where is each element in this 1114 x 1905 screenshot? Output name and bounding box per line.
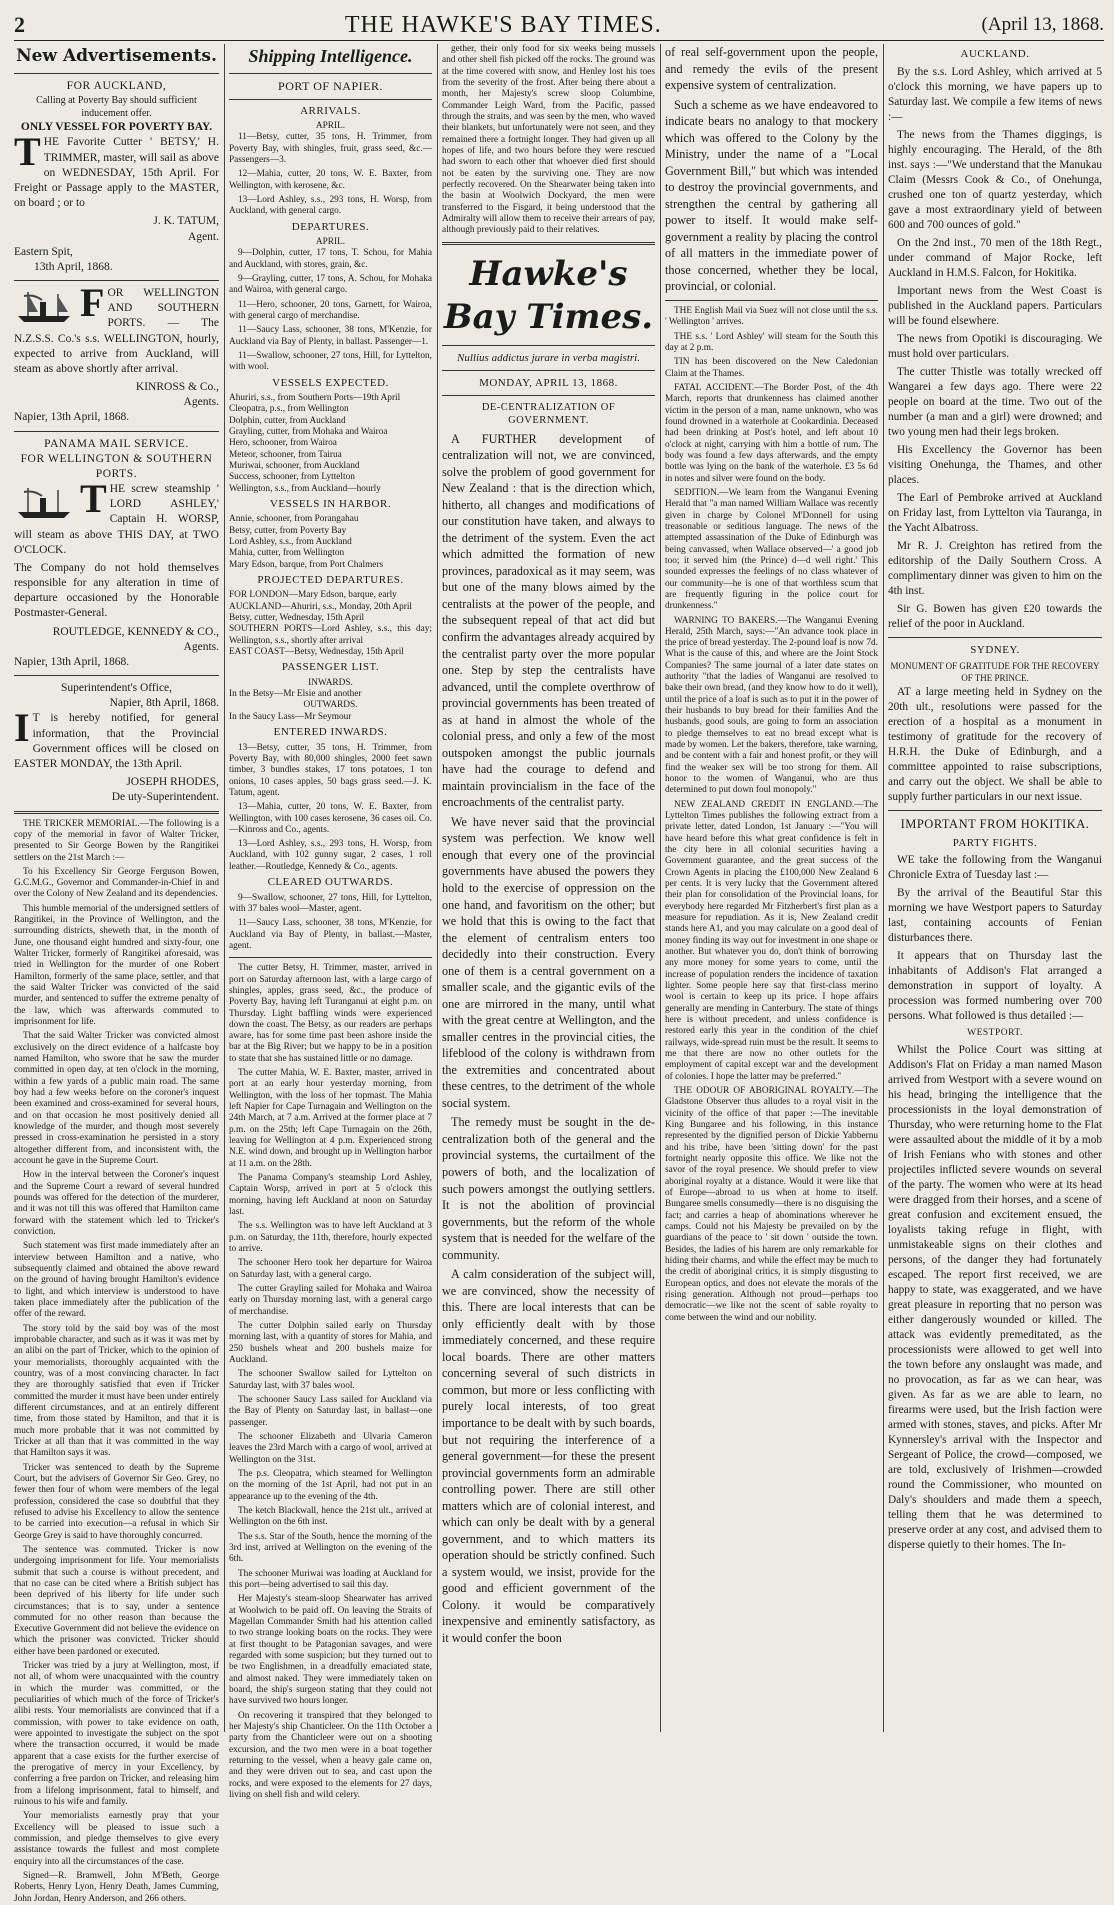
port-title: PORT OF NAPIER.: [278, 78, 383, 93]
leader-title: DE-CENTRALIZATION OF GOVERNMENT.: [481, 401, 616, 427]
divider: [442, 345, 655, 346]
column-rule: [883, 44, 884, 1732]
divider: [229, 99, 432, 100]
paragraph: Signed—R. Bramwell, John M'Beth, George Roberts, Henry Lyon, Henry Death, James Cumming, John Jordan, Henry Anderson, and 266 others.: [14, 1871, 219, 1904]
divider: [14, 431, 219, 432]
ad-note: The Company do not hold themselves responsible for any alteration in time of departure occasioned by the Honorable Postmaster-General.: [14, 561, 219, 620]
list-item: 11—Betsy, cutter, 35 tons, H. Trimmer, from Poverty Bay, with shingles, fruit, grass seed, &c.—Passengers—3.: [229, 132, 432, 165]
ad-date: Napier, 13th April, 1868.: [14, 411, 130, 424]
divider: [229, 73, 432, 74]
paragraph: The s.s. Wellington was to have left Auckland at 3 p.m. on Saturday, the 11th, therefore, hourly expected to arrive.: [229, 1221, 432, 1255]
drop-cap: F: [80, 280, 105, 326]
section-title: PROJECTED DEPARTURES.: [257, 574, 404, 587]
ad-wellington: [14, 280, 219, 426]
paragraph: A calm consideration of the subject will, we are convinced, show the necessity of this. There are local interests that can be only efficiently dealt with by those immediately concerned, and these require local boards. There are other matters concerning several of such districts in common, but more or less conflicting with purely local interests, of too great importance to be dealt with by such boards, but not requiring the interference of a general government—for these the present provincial governments form an admirable controlling power. There are still other matters which are of colonial interest, and which can only be dealt with by a general government, and to which matters its operation should be strictly confined. Such a system would, we insist, provide for the good and efficient government of the Colony. it would be comparatively inexpensive and eminently satisfactory, as it would confer the boon: [442, 1267, 655, 1645]
list-item: 9—Grayling, cutter, 17 tons, A. Schou, for Mohaka and Wairoa, with general cargo.: [229, 274, 432, 296]
section-subtitle: WESTPORT.: [967, 1028, 1023, 1039]
newspaper-title: THE HAWKE'S BAY TIMES.: [344, 11, 662, 38]
section-title: ENTERED INWARDS.: [273, 726, 388, 739]
paragraph: Tricker was sentenced to death by the Supreme Court, but the advisers of Governor Sir Geo. Grey, no fewer then four of whom were members of the legal profession, considered the case so doubtful that they refused to advise his Excellency to allow the sentence to be carried into execution—a refusal in which Sir George Grey is said to have thoroughly concurred.: [14, 1462, 219, 1541]
divider: [888, 810, 1102, 811]
list-item: Betsy, cutter, Wednesday, 15th April: [229, 613, 365, 624]
ad-signature: ROUTLEDGE, KENNEDY & CO.,: [52, 625, 219, 638]
ad-date: 13th April, 1868.: [34, 260, 113, 273]
paragraph: The news from Opotiki is discouraging. We must hold over particulars.: [888, 332, 1102, 360]
ad-body: HE Favorite Cutter ' BETSY,' H. TRIMMER, master, will sail as above on WEDNESDAY, 15th April. For Freight or Passage apply to the MASTER, on board ; or to: [14, 136, 219, 210]
divider: [665, 300, 878, 301]
steamship-icon: [14, 288, 74, 326]
ad-signature: JOSEPH RHODES,: [126, 776, 219, 789]
page-masthead: [14, 10, 1104, 41]
list-item: 12—Mahia, cutter, 20 tons, W. E. Baxter, from Wellington, with kerosene, &c.: [229, 169, 432, 191]
ad-title: FOR AUCKLAND,: [66, 79, 167, 92]
ad-date: Napier, 13th April, 1868.: [14, 655, 130, 668]
ad-body: HE screw steamship ' LORD ASHLEY,' Captain H. WORSP, will steam as above THIS DAY, at TWO O'CLOCK.: [14, 483, 219, 556]
list-item: 9—Swallow, schooner, 27 tons, Hill, for Lyttelton, with 37 bales wool—Master, agent.: [229, 892, 432, 914]
section-title: ARRIVALS.: [300, 104, 361, 117]
tricker-memorial-article: [14, 819, 219, 1905]
ad-signature: J. K. TATUM,: [153, 215, 219, 228]
paragraph: The remedy must be sought in the de-centralization both of the general and the provincial systems, the curtailment of the powers of both, and the localization of such powers amongst the outlying settlers. It is not the abolition of provincial governments, but the reform of the whole system that is needed for the welfare of the community.: [442, 1115, 655, 1262]
paragraph: How in the interval between the Coroner's inquest and the Supreme Court a reward of several hundred pounds was offered for the detection of the murderer, and it was not till this was offered that Hamilton came forward with the statement which led to Tricker's conviction.: [14, 1170, 219, 1237]
ad-date: Napier, 8th April, 1868.: [109, 697, 219, 710]
section-title: AUCKLAND.: [960, 48, 1030, 60]
column-shipping: [229, 44, 432, 1800]
section-title: DEPARTURES.: [291, 220, 370, 233]
paragraph: The schooner Hero took her departure for Wairoa on Saturday last, with a general cargo.: [229, 1258, 432, 1280]
ad-title: PANAMA MAIL SERVICE.: [44, 437, 189, 450]
list-item: OUTWARDS.: [303, 700, 358, 711]
divider: [442, 395, 655, 396]
shipping-heading: Shipping Intelligence.: [248, 46, 413, 66]
section-title: SYDNEY.: [970, 644, 1020, 657]
paragraph: The Panama Company's steamship Lord Ashley, Captain Worsp, arrived in port at 5 o'clock this morning, having left Auckland at noon on Saturday last.: [229, 1173, 432, 1218]
column-news: [665, 44, 878, 1732]
paragraph: We have never said that the provincial system was perfection. We know well enough that every one of the provincial governments have abused the powers they hold to the exercise of oppression on the one hand, and favoritism on the other; but we hold that this is owing to the fact that the element of centralism enters too decidedly into their construction. Every one of them is a central government on a smaller scale, and the gigantic evils of the one are mirrored in the many, until what with the great centre at Wellington, and the smaller centres in the provincial cities, the lifeblood of the colony is withdrawn from the extremities and concentrated about these centres, to the detriment of the whole social system.: [442, 814, 655, 1110]
list-item: Cleopatra, p.s., from Wellington: [229, 404, 349, 415]
paragraph: The cutter Betsy, H. Trimmer, master, arrived in port on Saturday afternoon last, with a large cargo of shingles, apples, grass seed, &c., the produce of Poverty Bay, having left Turanganui at eight p.m. on Thursday. Light baffling winds were experienced down the coast. The Betsy, as our readers are perhaps aware, has for some time past been ashore inside the bar at the Big River; but we happy to be in a position to state that she has sustained little or no damage.: [229, 963, 432, 1064]
paragraph: Her Majesty's steam-sloop Shearwater has arrived at Woolwich to be paid off. On leaving the Straits of Magellan Commander Smith had his attention called to two strange looking boats on the rocks. They were at first thought to be Patagonian savages, and were regarded with some suspicion; but they turned out to be two Englishmen, in a dreadfully emaciated state, and almost naked. They were immediately taken on board, the ship's surgeon stating that they could not have survived two hours longer.: [229, 1594, 432, 1707]
paragraph: The cutter Thistle was totally wrecked off Wangarei a few days ago. There were 22 people on board at the time. Two out of the number (a man and a girl) were drowned; and two young men had their legs broken.: [888, 365, 1102, 438]
paragraph: On the 2nd inst., 70 men of the 18th Regt., under command of Major Rocke, left Auckland in H.M.S. Falcon, for Hokitika.: [888, 236, 1102, 279]
list-item: 11—Hero, schooner, 20 tons, Garnett, for Wairoa, with general cargo of merchandise.: [229, 299, 432, 321]
news-item: SEDITION.—We learn from the Wanganui Evening Herald that "a man named William Wallace was recently given in charge by Colonel M'Donnell for using treasonable or seditious language. The news of the attempted assassination of the Duke of Edinburgh was being canvassed, when Wallace observed—' a good job too; it served him (the Prince) d—d well right.' This sounded expresses the feelings of no class whatever of our community—he is one of that worthless scum that are frequently figuring in the police court for drunkenness.": [665, 487, 878, 612]
paragraph: Such a scheme as we have endeavored to indicate bears no analogy to that mockery which was offered to the Colony by the Ministry, under the name of a "Local Government Bill," but which was intended to destroy the provincial governments, and strengthen the central by gathering all power to itself. It would make self-government a reality by placing the control of all matters in the immediate power of those concerned, whether they be local, provincial, or colonial.: [665, 97, 878, 294]
list-item: 9—Dolphin, cutter, 17 tons, T. Schou, for Mahia and Auckland, with stores, grain, &c.: [229, 248, 432, 270]
ad-signature: KINROSS & Co.,: [135, 381, 219, 394]
paragraph: By the arrival of the Beautiful Star this morning we have Westport papers to Saturday last, containing accounts of Fenian disturbances there.: [888, 887, 1102, 945]
list-item: Annie, schooner, from Porangahau: [229, 514, 359, 525]
divider: [14, 73, 219, 74]
paragraph: Your memorialists earnestly pray that your Excellency will be pleased to issue such a commission, and pledge themselves to give every assistance towards the fullest and most complete enquiry into all the circumstances of the case.: [14, 1811, 219, 1867]
news-item: TIN has been discovered on the New Caledonian Claim at the Thames.: [665, 357, 878, 379]
ad-subtitle: FOR WELLINGTON & SOUTHERN PORTS.: [20, 452, 213, 480]
list-item: INWARDS.: [308, 677, 353, 688]
paragraph: THE TRICKER MEMORIAL.—The following is a copy of the memorial in favor of Walter Tricker, presented to Sir George Bowen by the Rangitikei settlers on the 21st March :—: [14, 818, 219, 863]
divider: [14, 280, 219, 281]
news-item: THE English Mail via Suez will not close until the s.s. ' Wellington ' arrives.: [665, 305, 878, 328]
divider: [229, 957, 432, 958]
ad-role: Agents.: [183, 396, 219, 409]
column-leader: [442, 44, 655, 1732]
list-item: FOR LONDON—Mary Edson, barque, early: [229, 590, 397, 601]
paragraph: A FURTHER development of centralization will not, we are convinced, solve the problem of good government for New Zealand : that is the direction which, hitherto, all changes and modifications of our constitution have taken, and always to the detriment of the system. Even the act which admitted the formation of new provinces, paradoxical as it may seem, was but one of the many blows aimed by the centralists at the power of the people, and the subsequent repeal of that act did but confirm the advantages already acquired by the centralist party over the more popular one. Step by step the centralists have advanced, until the complete overthrow of provincial governments has been treated of as at hand in almost the whole of the colonial press, and only a few of the most outspoken amongst the public journals have had the courage to defend and maintain provincialism in the face of the encroachments of the centralist party.: [442, 431, 655, 810]
ad-easter-closure: [14, 681, 219, 805]
newspaper-motto: Nullius addictus jurare in verba magistri.: [457, 351, 640, 364]
paragraph: The cutter Grayling sailed for Mohaka and Wairoa early on Thursday morning last, with a general cargo of merchandise.: [229, 1284, 432, 1317]
news-item: THE ODOUR OF ABORIGINAL ROYALTY.—The Gladstone Observer thus alludes to a royal visit in the vicinity of the office of that paper :—The inevitable King Bungaree and his following, in this instance represented by the dignified person of Dickie Yabbernu and his tribe, have been 'sitting down' for the past fortnight nearly opposite this office. We like not the savor of the royal presence. We should prefer to view aboriginal royalty at a distance. Would it were like that of Europe—abroad to us when at home to itself. Bungaree smells consumedly—there is no disguising the fact; and carries a heap of abominations wherever he camps. Could not his Majesty be prevailed on by the guardians of the peace to ' sit down ' outside the town. Besides, the ladies of his harem are only remarkable for hiding their charms, and while the effect may be much to the credit of aboriginal critics, it is simply disgusting to European optics, and does not elevate the morals of the rising generation. Although not proud—perhaps too democratic—we like not the scent of sable royalty to come between the wind and our nobility.: [665, 1085, 878, 1323]
list-item: Wellington, s.s., from Auckland—hourly: [229, 483, 381, 494]
column-advertisements: [14, 44, 219, 1904]
divider: [442, 242, 655, 245]
paragraph: The cutter Dolphin sailed early on Thursday morning last, with a quantity of stores for Mahia, and 250 bushels wheat and 200 bushels maize for Auckland.: [229, 1321, 432, 1366]
issue-date: (April 13, 1868.: [981, 14, 1104, 35]
paragraph: The Earl of Pembroke arrived at Auckland on Friday last, from Lyttelton via Tauranga, in the Yacht Albatross.: [888, 492, 1102, 535]
paragraph: On recovering it transpired that they belonged to her Majesty's ship Chanticleer. On the 11th October a party from the Chanticleer were out on a shooting excursion, and the two men were in a boat together returning to the vessel, when a heavy gale came on, and they were driven out to sea, and cast upon the rocks, and were exposed to the elements for 27 days, living on shell fish and wild celery.: [229, 1710, 432, 1800]
paragraph: It appears that on Thursday last the inhabitants of Addison's Flat arranged a demonstration in support of loyalty. A procession was formed numbering over 700 persons. What followed is thus detailed :—: [888, 950, 1102, 1023]
ad-auckland: [14, 79, 219, 275]
list-item: Hero, schooner, from Wairoa: [229, 438, 337, 449]
ad-subtitle: Calling at Poverty Bay should sufficient inducement offer.: [36, 94, 197, 120]
ad-body: OR WELLINGTON AND SOUTHERN PORTS. — The N.Z.S.S. Co.'s s.s. WELLINGTON, hourly, expected to arrive from Auckland, will steam as above shortly after arrival.: [14, 287, 219, 375]
paragraph: The s.s. Star of the South, hence the morning of the 3rd inst, arrived at Wellington on the evening of the 6th.: [229, 1531, 432, 1565]
paragraph: The schooner Elizabeth and Ulvaria Cameron leaves the 23rd March with a cargo of wool, arrived at Wellington on the 31st.: [229, 1431, 432, 1465]
list-item: 11—Swallow, schooner, 27 tons, Hill, for Lyttelton, with wool.: [229, 350, 432, 373]
list-item: SOUTHERN PORTS—Lord Ashley, s.s., this day; Wellington, s.s., shortly after arrival: [229, 624, 432, 646]
list-item: Meteor, schooner, from Tairua: [229, 449, 342, 460]
leader-continued: [665, 44, 878, 295]
list-item: In the Saucy Lass—Mr Seymour: [229, 711, 352, 722]
paragraph: Whilst the Police Court was sitting at Addison's Flat on Friday a man named Mason arrived from Westport with a severe wound on his head, bringing the intelligence that the processionists in the loyal demonstration of Thursday, who were returning home to the Flat were assaulted about the middle of it by a mob of Irish Fenians who with stones and other projectiles inflicted severe wounds on several of the party. The women who were at its head were dragged from their horses, and a scene of great confusion and excitement ensued, the loyalists taking refuge in flight, with unmistakeable signs on their clothes and persons, of the danger they had fortunately escaped. The report first received, we are happy to state, was exaggerated, and we have great pleasure in reporting that no person was either dangerously wounded or killed. The attack was evidently premeditated, as the processionists were allowed to get well into the town before any onslaught was made, and no provocation, as far as we can hear, was given. As far as we are able to learn, no firearms were used, but the Irish faction were armed with stones, staves, and picks. After Mr Kynnersley's arrival with the Inspector and Sergeant of Police, the crowd—composed, we are told, exclusively of Irishmen—crowded round the Commissioner, who mounted on Daly's shoulders and made them a speech, telling them that he was determined to preserve order at any cost, and advised them to disperse quietly to their homes. The In-: [888, 1043, 1102, 1552]
paragraph: Sir G. Bowen has given £20 towards the relief of the poor in Auckland.: [888, 603, 1102, 631]
list-item: 13—Lord Ashley, s.s., 293 tons, H. Worsp, from Auckland, with 102 gunny sugar, 2 cases, 1 roll leather.—Routledge, Kennedy & Co., agents.: [229, 839, 432, 872]
list-item: Ahuriri, s.s., from Southern Ports—19th April: [229, 393, 401, 404]
paragraph: Such statement was first made immediately after an interview between Hamilton and a native, who subsequently claimed and obtained the above reward on the ground of having brought Hamilton's evidence to light, and which interview is understood to have taken place immediately after the publication of the offer of the reward.: [14, 1241, 219, 1320]
section-title: VESSELS EXPECTED.: [272, 376, 389, 389]
news-item: FATAL ACCIDENT.—The Border Post, of the 4th March, reports that drunkenness has claimed another victim in the person of a man, name unknown, who was found drowned in a waterhole at Cookardinia. Deceased had been drinking at Post's hotel, and left about 10 o'clock at night, carrying with him a bottle of rum. The body was found a few days afterwards, and the empty bottle was lying on the bank of the waterhole. £3 5s 6d in notes and silver were found on the body.: [665, 382, 878, 484]
column-intercolonial: [888, 44, 1102, 1732]
leader-article: [442, 431, 655, 1647]
advertisements-heading: New Advertisements.: [16, 46, 217, 66]
column-rule: [224, 44, 225, 1732]
paragraph: The ketch Blackwall, hence the 21st ult., arrived at Wellington on the 6th inst.: [229, 1505, 432, 1528]
drop-cap: T: [80, 476, 107, 522]
section-subtitle: MONUMENT OF GRATITUDE FOR THE RECOVERY OF THE PRINCE.: [890, 660, 1100, 683]
paragraph: AT a large meeting held in Sydney on the 20th ult., resolutions were passed for the erection of a hospital as a monument in testimony of gratitude for the recovery of H.R.H. the Duke of Edinburgh, and a committee appointed to raise subscriptions, and carry out the object. We shall be able to supply further particulars in our next issue.: [888, 685, 1102, 803]
paragraph: The schooner Muriwai was loading at Auckland for this port—being advertised to sail this day.: [229, 1568, 432, 1590]
paragraph: Important news from the West Coast is published in the Auckland papers. Particulars will be found elsewhere.: [888, 284, 1102, 327]
section-title: VESSELS IN HARBOR.: [269, 497, 392, 510]
divider: [888, 637, 1102, 638]
divider: [14, 811, 219, 814]
page-number: 2: [14, 12, 25, 37]
steamship-icon: [14, 484, 74, 522]
news-item: THE s.s. ' Lord Ashley' will steam for the South this day at 2 p.m.: [665, 331, 878, 353]
list-item: In the Betsy—Mr Elsie and another: [229, 689, 362, 700]
list-item: Grayling, cutter, from Mohaka and Wairoa: [229, 427, 388, 438]
news-items: [665, 306, 878, 1324]
ad-headline: ONLY VESSEL FOR POVERTY BAY.: [20, 121, 213, 134]
list-item: 11—Saucy Lass, schooner, 38 tons, M'Kenzie, for Auckland via Bay of Plenty, in ballast. Passenger—1.: [229, 325, 432, 347]
news-item: NEW ZEALAND CREDIT IN ENGLAND.—The Lyttelton Times publishes the following extract from a private letter, dated London, 1st January :—"You will have heard before this what great confidence is felt in the city here in all colonial securities having a Government guarantee, and the great success of the Crown Agents in placing the £100,000 New Zealand 6 per cents. It is very lucky that the Government altered their plan for consolidation of the Provincial loans, for everybody here regarded Mr Fitzherbert's first plan as a measure for repudiation. As it is, New Zealand credit stands here A1, and you may calculate on a good deal of money finding its way out for investment in one shape or another. But whatever you do, don't think of borrowing any more money for some years to come, until the increase of population renders the incidence of taxation lighter. Some people here say that first-class merino wool is certain to keep up its price. I hope affairs generally are mending in Canterbury. The state of things here is without precedent, and unless confidence is restored early this year in the condition of the chief railways, wide-spread ruin must be the result. It seems to me that there are now no other outlets for the employment of capital except war and the development of colonies. I hope the latter may be preferred.": [665, 799, 878, 1082]
paragraph: The story told by the said boy was of the most improbable character, and such as it was it was met by an alibi on the part of Tricker, which to the opinion of your memorialists, thoroughly acquainted with the country, was of a most convincing character. In fact they are thoroughly satisfied that even if Tricker committed the murder it must have been under entirely different circumstances, and at an entirely different time, from those stated by Hamilton, and that it is much more probable that it was not committed by Tricker at all than that it was committed in the way that Hamilton says it was.: [14, 1323, 219, 1459]
paragraph: To his Excellency Sir George Ferguson Bowen, G.C.M.G., Governor and Commander-in-Chief in and over the Colony of New Zealand and its dependencies.: [14, 866, 219, 900]
list-item: Dolphin, cutter, from Auckland: [229, 415, 346, 426]
list-item: 11—Saucy Lass, schooner, 38 tons, M'Kenzie, for Auckland via Bay of Plenty, in ballast.—Master, agent.: [229, 918, 432, 951]
paragraph: The sentence was commuted. Tricker is now undergoing imprisonment for life. Your memorialists submit that such a course is without precedent, and that no case can be cited where a British subject has been deprived of his liberty for life under such circumstances; that is to say, under a sentence commuted for no other reason than because the Executive Government did not believe the evidence on which the prisoner was convicted. Tricker should either have been pardoned or executed.: [14, 1544, 219, 1657]
list-item: Mary Edson, barque, from Port Chalmers: [229, 559, 384, 570]
list-item: 13—Lord Ashley, s.s., 293 tons, H. Worsp, from Auckland, with general cargo.: [229, 194, 432, 217]
drop-cap: T: [14, 129, 41, 175]
list-item: Betsy, cutter, from Poverty Bay: [229, 525, 347, 536]
paragraph: The schooner Swallow sailed for Lyttelton on Saturday last, with 37 bales wool.: [229, 1369, 432, 1391]
section-title: CLEARED OUTWARDS.: [267, 876, 394, 889]
paragraph: This humble memorial of the undersigned settlers of Rangitikei, in the Province of Wellington, and the surrounding districts, sheweth that, in the month of June, one thousand eight hundred and sixty-four, one Walter Tricker, formerly of Rangitikei aforesaid, was tried in Wellington for the murder of one Robert Hamilton, formerly of the same place, settler, and that the said Walter Tricker was convicted of the said murder, and sentenced to suffer the extreme penalty of the law, which was afterwards commuted to imprisonment for life.: [14, 903, 219, 1028]
paragraph: WE take the following from the Wanganui Chronicle Extra of Tuesday last :—: [888, 854, 1102, 882]
paragraph: of real self-government upon the people, and remedy the evils of the present expensive system of centralization.: [665, 45, 878, 93]
list-item: Lord Ashley, s.s., from Auckland: [229, 537, 352, 548]
column-rule: [660, 44, 661, 1732]
ad-role: Agent.: [188, 230, 219, 243]
list-item: Mahia, cutter, from Wellington: [229, 548, 345, 559]
column-rule: [437, 44, 438, 1732]
news-item: WARNING TO BAKERS.—The Wanganui Evening Herald, 25th March, says:—"An advance took place in the price of bread yesterday. The 2-pound loaf is now 7d. What is the cause of this, and where are the Joint Stock Companies? The same journal of a later date states on authority "that the ladies of Wanganui are resolved to bake their own bread, (and they know how to do it well), until the price of a loaf is such as to put it in the power of their husbands to buy bread for their families And the husbands, good souls, are going to form an association to pledge themselves to eat no bread except what is made by women. Let the bakers, therefore, take warning, and be content with a fair and honest profit, or they will find the weaker sex will be too strong for them. All honor to the women of Wanganui, who are thus determined to put down foul monopoly.": [665, 615, 879, 796]
leader-date: MONDAY, APRIL 13, 1868.: [479, 376, 618, 389]
list-item: Muriwai, schooner, from Auckland: [229, 461, 360, 471]
list-item: EAST COAST—Betsy, Wednesday, 15th April: [229, 647, 404, 658]
ad-place: Eastern Spit,: [14, 245, 73, 258]
section-title: IMPORTANT FROM HOKITIKA.: [900, 816, 1090, 831]
drop-cap: I: [14, 705, 30, 751]
paragraph: The cutter Mahia, W. E. Baxter, master, arrived in port at an early hour yesterday morning, from Wellington, with the loss of her topmast. The Mahia left Napier for Cape Turnagain and Wellington on the 24th March, at 7 a.m. Arrived at the former place at 7 p.m. on the 25th; left Cape Turnagain on the 26th, leaving for Wellington at 4 p.m. Experienced strong N.E. wind down, and brought up in Wellington harbor at 11 a.m. on the 28th.: [229, 1068, 432, 1169]
list-item: AUCKLAND—Ahuriri, s.s., Monday, 20th April: [229, 601, 413, 612]
section-title: PASSENGER LIST.: [281, 661, 380, 674]
paragraph: The news from the Thames diggings, is highly encouraging. The Herald, of the 8th inst. says :—"We understand that the Manukau Claim (Messrs Cook & Co., of Onehunga, crushed one ton of quartz yesterday, which gave a most extraordinary yield of between 600 and 700 ounces of gold.": [888, 128, 1102, 231]
divider: [442, 370, 655, 371]
ad-panama-mail: [14, 437, 219, 671]
paragraph: The p.s. Cleopatra, which steamed for Wellington on the morning of the 1st April, had not put in an appearance up to the evening of the 4th.: [229, 1468, 432, 1502]
newspaper-masthead: Hawke's Bay Times.: [443, 253, 654, 338]
ad-body: T is hereby notified, for general information, that the Provincial Government offices will be closed on EASTER MONDAY, the 13th April.: [14, 712, 219, 770]
paragraph: By the s.s. Lord Ashley, which arrived at 5 o'clock this morning, we have papers up to Saturday last. We compile a few items of news :—: [888, 65, 1102, 123]
list-item: 13—Mahia, cutter, 20 tons, W. E. Baxter, from Wellington, with 100 cases kerosene, 36 cases oil. Co.—Kinross and Co., agents.: [229, 802, 432, 835]
paragraph: Mr R. J. Creighton has retired from the editorship of the Daily Southern Cross. A complimentary dinner was given to him on the 4th inst.: [888, 540, 1102, 598]
paragraph: The schooner Saucy Lass sailed for Auckland via the Bay of Plenty on Saturday last, in ballast—one passenger.: [229, 1395, 432, 1428]
divider: [14, 675, 219, 676]
paragraph: gether, their only food for six weeks being mussels and other shell fish picked off the rocks. The ground was at the time covered with snow, and Henley lost his toes from the severity of the frost. After being there about a month, her Majesty's screw sloop Columbine, Commander Leigh Ward, from the Pacific, passed through the straits, and was seen by the men, who waved their blankets, but unfortunately were not seen, and they remained there a fortnight longer. They had given up all hopes of life, and two hours before they were rescued had sworn to each other that whoever died first should not be eaten by the surviving one. They are now perfectly recovered. On the Shearwater being taken into the basin at Woolwich Dockyard, the men were transferred to the Fisgard, it being understood that the Admiralty will allow them to receive their arrears of pay, although previously paid to their relatives.: [442, 44, 655, 236]
list-item: Success, schooner, from Lyttelton: [229, 472, 355, 483]
month-label: APRIL.: [315, 237, 346, 248]
ad-place: Superintendent's Office,: [60, 682, 173, 695]
paragraph: Tricker was tried by a jury at Wellington, most, if not all, of whom were unacquainted with the country in which the murder was committed, or the peculiarities of which much of the force of Tricker's alibi rests. Your memorialists are convinced that if a commission, with power to take evidence on oath, were appointed to investigate the subject on the spot where the transaction occurred, it would be made apparent that a case exists for the further exercise of the prerogative of mercy in your Excellency, by conferring a free pardon on Tricker, and releasing him from a lifelong imprisonment, fatal to himself, and ruinous to his wife and family.: [14, 1661, 219, 1808]
ad-role: De uty-Superintendent.: [111, 791, 219, 804]
paragraph: His Excellency the Governor has been visiting Onehunga, the Thames, and other places.: [888, 444, 1102, 487]
list-item: 13—Betsy, cutter, 35 tons, H. Trimmer, from Poverty Bay, with 80,000 shingles, 2000 feet sawn timber, 3 bundles stakes, 17 tons potatoes, 1 ton onions, 10 cases apples, 50 bags grass seed.—J. K. Tatum, agent.: [229, 742, 432, 798]
ad-role: Agents.: [183, 640, 219, 653]
paragraph: That the said Walter Tricker was convicted almost exclusively on the direct evidence of a halfcaste boy named Hamilton, who swore that he saw the murder committed in open day, at ten o'clock in the morning, within a few yards of a public main road. The same boy had a few weeks before on the coroner's inquest been examined and cross-examined for several hours, and on that occasion he most positively denied all knowledge of the murder, and though most severely pressed in cross-examination he persisted in a story altogether different from, and inconsistent with, the account he gave in the Supreme Court.: [14, 1031, 219, 1167]
month-label: APRIL.: [315, 120, 346, 131]
section-subtitle: PARTY FIGHTS.: [952, 836, 1038, 849]
